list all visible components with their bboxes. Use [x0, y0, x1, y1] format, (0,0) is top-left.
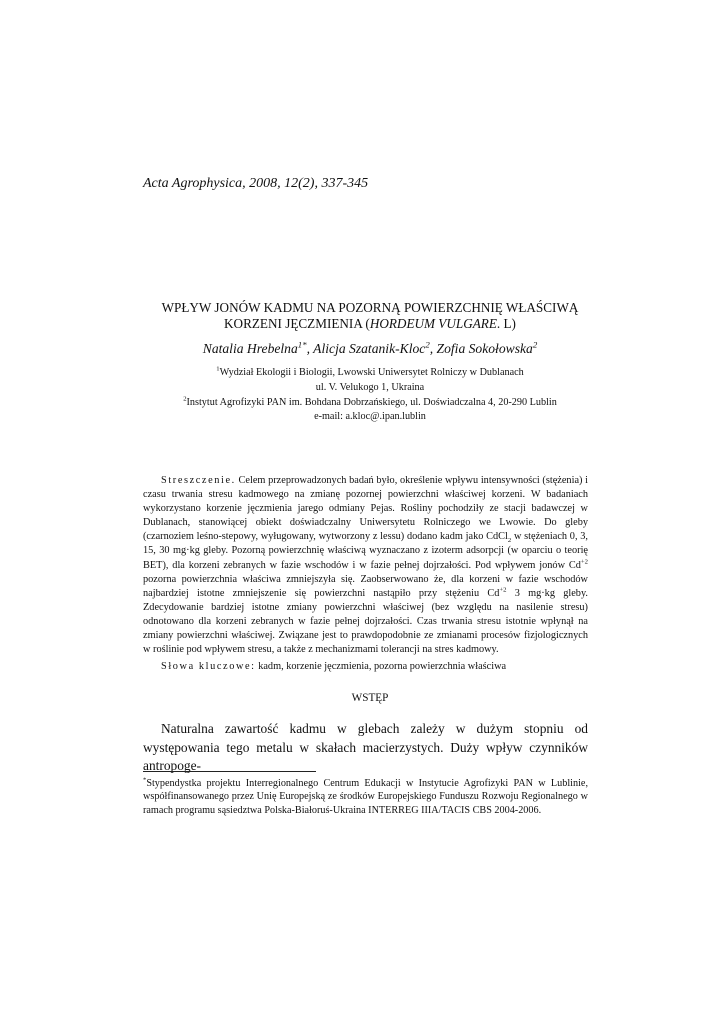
affiliation-1-address: ul. V. Velukogo 1, Ukraina — [315, 381, 425, 393]
author-separator: , — [429, 341, 437, 356]
abstract-text-2: w stężeniach 0, 3, 15, 30 mg·kg gleby. Pozorną powierzchnię właściwą wyznaczano z izoterm adsorpcji (w oparciu o teorię BET), dla korzeni zebranych w fazie wschodów i w fazie pełnej dojrzałości. Pod wpływem jonów Cd — [143, 531, 588, 571]
section-heading: WSTĘP — [351, 692, 389, 704]
footnote-mark: * — [143, 776, 147, 784]
footnote-text: Stypendystka projektu Interregionalnego Centrum Edukacji w Instytucie Agrofizyki PAN w Lublinie, współfinansowanego przez Unię Europejską ze środków Europejskiego Funduszu Rozwoju Regionalnego w ramach programu sąsiedztwa Polska-Białoruś-Ukraina INTERREG IIIA/TACIS CBS 2004-2006. — [143, 778, 588, 816]
keywords — [143, 660, 588, 674]
affiliation-1-mark: 1 — [216, 365, 220, 373]
abstract-superscript: +2 — [580, 558, 588, 566]
journal-citation: Acta Agrophysica, 2008, 12(2), 337-345 — [143, 176, 369, 191]
author-3: Zofia Sokołowska — [436, 341, 533, 356]
author-list — [100, 341, 640, 357]
title-line-2-end: . L) — [496, 316, 516, 331]
keywords-text: kadm, korzenie jęczmienia, pozorna powierzchnia właściwa — [255, 661, 507, 672]
title-line-2 — [100, 316, 640, 332]
intro-paragraph: Naturalna zawartość kadmu w glebach zależy w dużym stopniu od występowania tego metalu w skałach macierzystych. Duży wpływ czynników antropoge- — [143, 721, 588, 773]
abstract-subscript: 2 — [507, 537, 512, 545]
title-latin-name: HORDEUM VULGARE — [369, 316, 497, 331]
affiliation-1 — [100, 366, 640, 381]
affiliation-2-text: Instytut Agrofizyki PAN im. Bohdana Dobrzańskiego, ul. Doświadczalna 4, 20-290 Lublin — [186, 396, 557, 408]
author-2: Alicja Szatanik-Kloc — [313, 341, 426, 356]
title-line-1: WPŁYW JONÓW KADMU NA POZORNĄ POWIERZCHNIĘ WŁAŚCIWĄ — [161, 300, 579, 315]
abstract-superscript: +2 — [499, 586, 507, 594]
footnote — [143, 777, 588, 817]
contact-email: e-mail: a.kloc@.ipan.lublin — [314, 411, 426, 423]
abstract-text-1: Celem przeprowadzonych badań było, określenie wpływu intensywności (stężenia) i czasu trwania stresu kadmowego na zmianę pozornej powierzchni właściwej korzeni. W badaniach wykorzystano korzenie jęczmienia jarego odmiany Pejas. Rośliny pochodziły ze stacji badawczej w Dublanach, stanowiącej obiekt doświadczalny Uniwersytetu Rolniczego we Lwowie. Do gleby (czarnoziem leśno-stepowy, wyługowany, wytworzony z lessu) dodano kadm jako CdCl — [143, 475, 588, 543]
author-3-mark: 2 — [532, 339, 538, 350]
author-separator: , — [306, 341, 314, 356]
affiliation-1-text: Wydział Ekologii i Biologii, Lwowski Uniwersytet Rolniczy w Dublanach — [219, 367, 524, 378]
affiliations — [100, 366, 640, 425]
title-line-2-start: KORZENI JĘCZMIENIA ( — [224, 316, 370, 331]
abstract — [143, 474, 588, 657]
affiliation-2 — [100, 396, 640, 411]
abstract-text-4: 3 mg·kg gleby. Zdecydowanie bardziej istotne zmiany powierzchni właściwej (bez względu na nasilenie stresu) odnotowano dla korzeni zebranych w fazie pełnej dojrzałości. Czas trwania stresu istotnie wpłynął na zmiany powierzchni właściwej. Związane jest to prawdopodobnie ze zmianami procesów fizjologicznych w roślinie pod wpływem stresu, a także z mechanizmami tolerancji na stres kadmowy. — [143, 587, 588, 656]
footnote-divider — [143, 771, 316, 772]
affiliation-2-mark: 2 — [183, 395, 187, 403]
author-1-mark: 1* — [297, 339, 307, 350]
author-2-mark: 2 — [425, 339, 430, 350]
abstract-label: Streszczenie. — [161, 475, 236, 486]
abstract-text-3: pozorna powierzchnia właściwa zmniejszyła się. Zaobserwowano że, dla korzeni w fazie wschodów najbardziej istotne zmniejszenie się powierzchni nastąpiło przy stężeniu Cd — [143, 573, 588, 599]
author-1: Natalia Hrebelna — [202, 341, 298, 356]
paper-title — [100, 300, 640, 332]
keywords-label: Słowa kluczowe: — [161, 661, 256, 672]
